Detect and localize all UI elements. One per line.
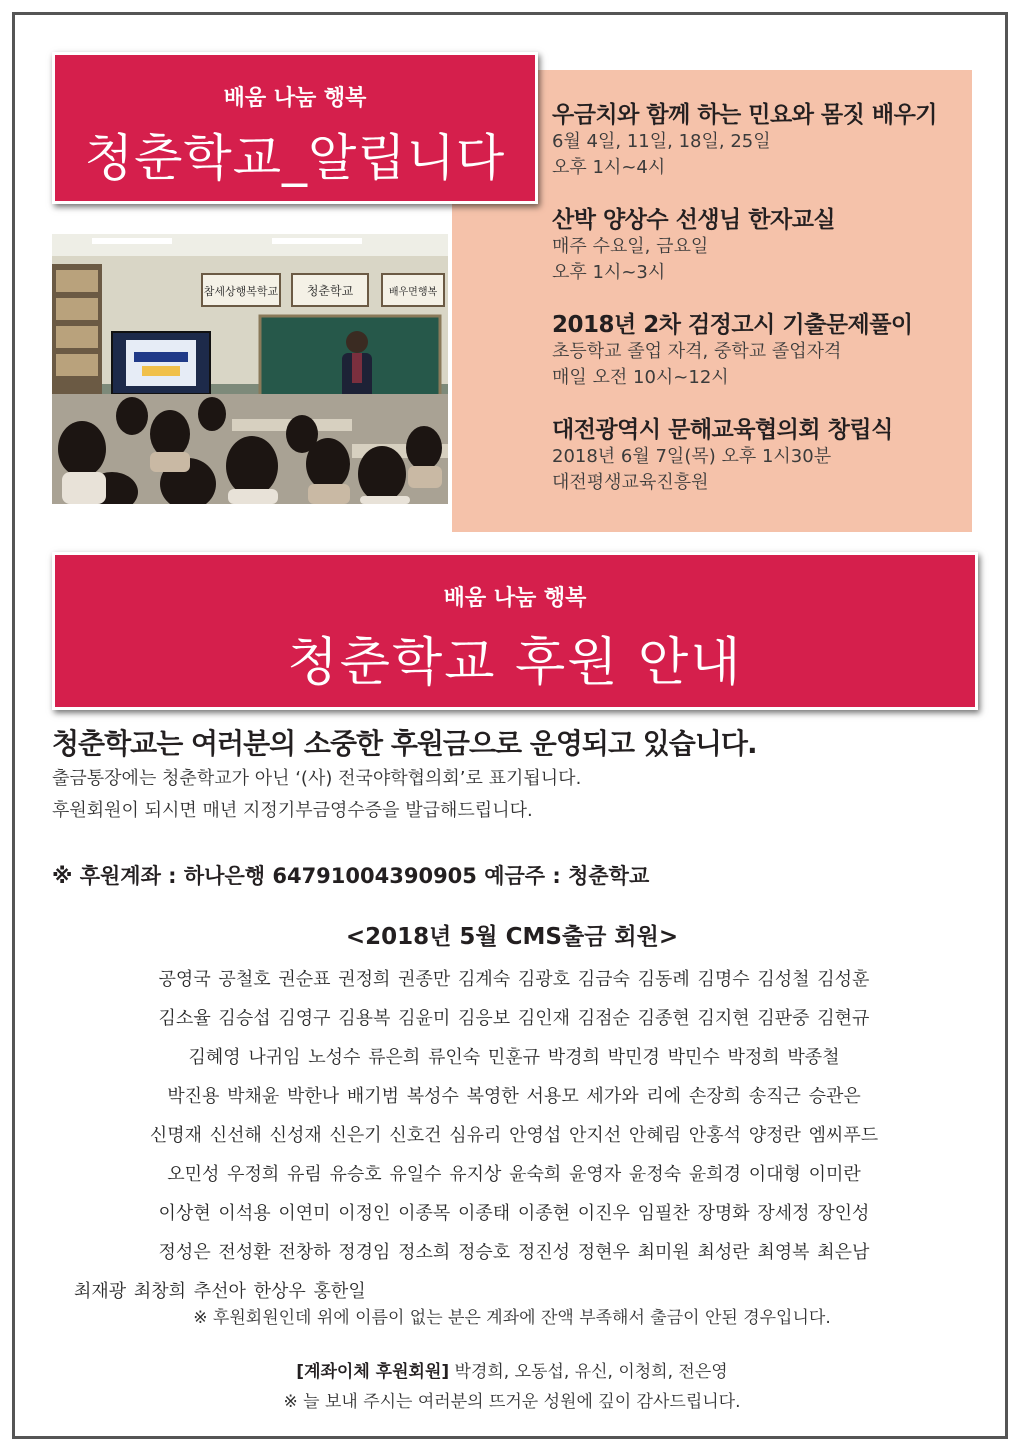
notice-title: 청춘학교_알립니다: [84, 129, 506, 187]
transfer-members: [0, 1357, 1024, 1382]
event-title: 우금치와 함께 하는 민요와 몸짓 배우기: [552, 102, 938, 128]
support-description: [52, 763, 581, 827]
wall-label: 배우면행복: [388, 287, 438, 298]
event-title: 2018년 2차 검정고시 기출문제풀이: [552, 312, 913, 338]
wall-label: 참세상행복학교: [203, 285, 279, 298]
support-headline: 청춘학교는 여러분의 소중한 후원금으로 운영되고 있습니다.: [52, 727, 757, 760]
event-date: 매주 수요일, 금요일: [552, 236, 709, 257]
notice-header-box: [52, 52, 538, 204]
members-row: 최재광 최창희 추선아 한상우 홍한일: [74, 1281, 366, 1302]
thanks-note: ※ 늘 보내 주시는 여러분의 뜨거운 성원에 깊이 감사드립니다.: [283, 1392, 741, 1412]
members-row: 박진용 박채윤 박한나 배기범 복성수 복영한 서용모 세가와 리에 손장희 송직근 승관은: [167, 1086, 861, 1107]
members-row: 오민성 우정희 유림 유승호 유일수 유지상 윤숙희 윤영자 윤정숙 윤희경 이대형 이미란: [167, 1164, 861, 1185]
event-date: 6월 4일, 11일, 18일, 25일: [552, 131, 771, 152]
support-subtitle: 배움 나눔 행복: [443, 586, 587, 611]
support-account: ※ 후원계좌 : 하나은행 64791004390905 예금주 : 청춘학교: [52, 864, 650, 888]
event-item: [552, 411, 967, 496]
members-row: 공영국 공철호 권순표 권정희 권종만 김계숙 김광호 김금숙 김동례 김명수 김성철 김성훈: [158, 969, 870, 990]
members-row: 이상현 이석용 이연미 이정인 이종목 이종태 이종현 이진우 임필찬 장명화 장세정 장인성: [158, 1203, 870, 1224]
members-row: 김혜영 나귀임 노성수 류은희 류인숙 민훈규 박경희 박민경 박민수 박정희 박종철: [188, 1047, 840, 1068]
members-row: 김소율 김승섭 김영구 김용복 김윤미 김응보 김인재 김점순 김종현 김지현 김판중 김현규: [158, 1008, 870, 1029]
event-time: 매일 오전 10시~12시: [552, 367, 729, 388]
events-list: [552, 96, 967, 516]
event-item: [552, 201, 967, 286]
support-desc-line: 출금통장에는 청춘학교가 아닌 ‘(사) 전국야학협의회’로 표기됩니다.: [52, 768, 582, 789]
event-venue: 대전평생교육진흥원: [552, 472, 709, 493]
classroom-photo: [52, 234, 448, 504]
event-time: 오후 1시~4시: [552, 157, 666, 178]
support-title: 청춘학교 후원 안내: [287, 633, 743, 693]
members-row: 정성은 전성환 전창하 정경임 정소희 정승호 정진성 정현우 최미원 최성란 최영복 최은남: [158, 1242, 870, 1263]
wall-label: 청춘학교: [306, 284, 354, 298]
transfer-names: 박경희, 오동섭, 유신, 이청희, 전은영: [449, 1362, 728, 1382]
support-desc-line: 후원회원이 되시면 매년 지정기부금영수증을 발급해드립니다.: [52, 800, 533, 821]
event-date: 2018년 6월 7일(목) 오후 1시30분: [552, 446, 832, 467]
missing-name-note: ※ 후원회원인데 위에 이름이 없는 분은 계좌에 잔액 부족해서 출금이 안된 경우입니다.: [193, 1308, 831, 1328]
event-item: [552, 306, 967, 391]
members-row: 신명재 신선해 신성재 신은기 신호건 심유리 안영섭 안지선 안혜림 안홍석 양정란 엠씨푸드: [149, 1125, 879, 1146]
transfer-label: [계좌이체 후원회원]: [296, 1362, 450, 1382]
members-title: <2018년 5월 CMS출금 회원>: [345, 924, 679, 950]
event-title: 산박 양상수 선생님 한자교실: [552, 207, 836, 233]
support-header-box: [52, 552, 978, 710]
event-time: 오후 1시~3시: [552, 262, 666, 283]
event-title: 대전광역시 문해교육협의회 창립식: [552, 417, 893, 443]
event-detail: 초등학교 졸업 자격, 중학교 졸업자격: [552, 341, 842, 362]
notice-subtitle: 배움 나눔 행복: [223, 86, 367, 111]
members-list: [74, 960, 954, 1311]
event-item: [552, 96, 967, 181]
